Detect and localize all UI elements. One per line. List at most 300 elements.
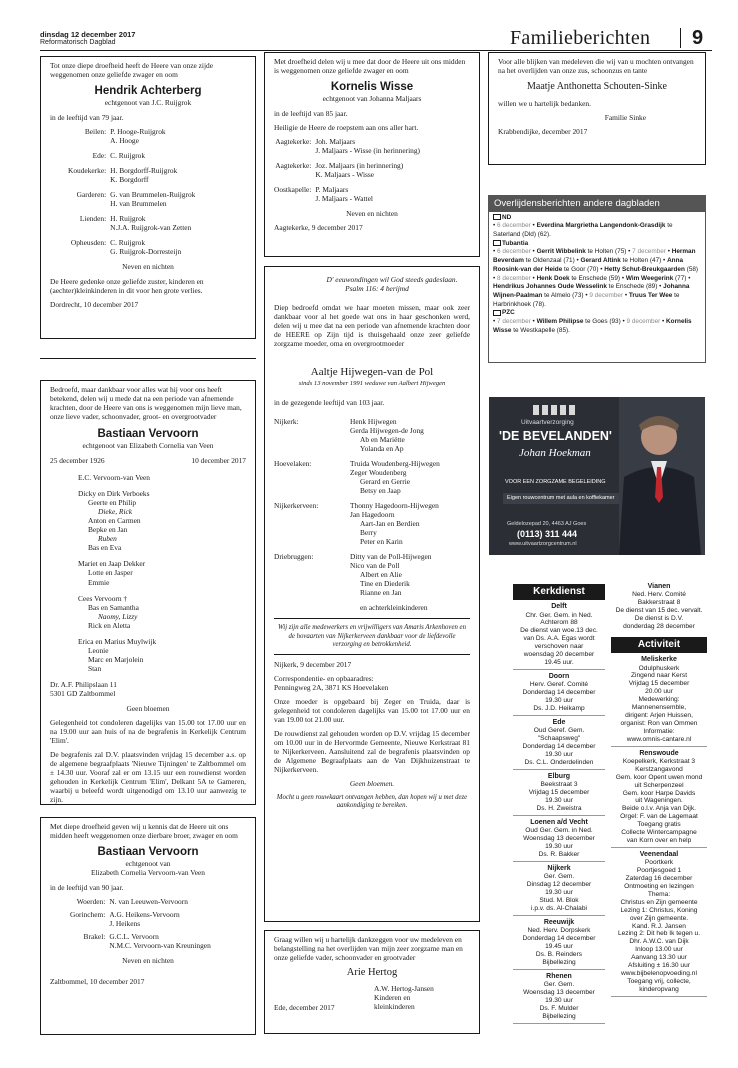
service-line: Oud Geref. Gem. [533,727,585,735]
source-checkbox [493,240,501,246]
spouse-line: echtgenoot van J.C. Ruijgrok [104,98,192,108]
family-member: N.J.A. Ruijgrok-van Zetten [110,223,192,233]
service-entry [513,670,605,716]
activity-line: Ontmoeting en lezingen [624,883,694,891]
bullet: • [576,257,581,265]
entry-date: 7 december [497,318,531,326]
service-place: Ede [552,718,566,726]
ad-small-title: Uitvaartverzorging [521,419,574,426]
service-line: 19.30 uur [545,797,573,805]
service-place: Nijkerk [547,864,571,872]
activity-line: Christus en Zijn gemeente [620,898,698,906]
service-line: Achterom 88 [540,619,578,627]
service-place: Reeuwijk [543,918,575,926]
family-place: Hoevelaken: [274,458,312,468]
family-place: Beilen: [84,127,107,137]
signature-line: A.W. Hertog-Jansen [374,983,434,993]
divider [274,654,470,655]
issue-date: dinsdag 12 december 2017 [40,30,136,39]
church-services-list [513,600,605,1023]
service-text: De rouwdienst zal gehouden worden op D.V. vrijdag 15 december om 10.00 uur in de Hervormde Gemeente, Nieuwe Kerkstraat 81 te Nijkerkerveen. Aansluitend zal de begrafenis plaatsvinden op de Algemene Begraafplaats aan de Van Dijkhuizenstraat te Nijkerkerveen. [274,729,470,775]
panel-title: Overlijdensberichten andere dagbladen [489,196,705,212]
bullet: • [530,248,537,256]
activity-line: uit Wageningen. [635,797,683,805]
service-entry [513,770,605,816]
activity-line: Orgel: F. van de Lagemaat [620,813,698,821]
family-member: Berry [360,528,377,538]
deceased-name: Arie Hertog [346,967,398,979]
spouse-line: echtgenoot van [125,859,171,869]
service-entry [513,600,605,670]
source-entries [493,318,701,335]
entry-date: 8 december [497,274,531,282]
family-member: Leonie [88,645,109,655]
signature-line: Kinderen en [374,992,411,1002]
family-member: H. Ruijgrok [110,214,146,224]
service-entry [513,816,605,862]
entry-detail: (77) [675,274,687,282]
family-member: C. Ruijgrok [110,151,146,161]
family-member: N.M.C. Vervoorn-van Kreuningen [109,941,211,951]
spacer [78,587,246,594]
service-line: 19.30 uur [545,996,573,1004]
place-date: Krabbendijke, december 2017 [498,127,588,137]
service-entry [513,916,605,970]
activities-title: Activiteit [611,637,707,653]
activity-line: Beide o.l.v. Anja van Dijk. [622,805,696,813]
service-place: Rhenen [546,972,572,980]
epigraph: D' eeuwondingen wil God steeds gadeslaan. [326,275,458,284]
family-member: K. Borgdorff [110,175,149,185]
entry-date: 7 december [632,248,666,256]
entry-detail: te Holten (47) [622,257,662,265]
family-place: Koudekerke: [68,166,107,176]
source-entries [493,248,701,309]
service-line: Oud Ger. Gem. in Ned. [525,827,593,835]
ad-address: Geldelozepad 20, 4463 AJ Goes [507,521,587,527]
activity-line: Collecte Wintercampagne [621,829,697,837]
service-line: 19.45 uur. [544,659,574,667]
family-member: H. van Brummelen [110,199,167,209]
entry-detail: te Holten (75) [587,248,627,256]
family-member: Peter en Karin [360,537,403,547]
service-place: Vianen [647,583,671,590]
entry-name: Everdina Margrietha Langendonk-Grasdijk [536,222,666,230]
notice-vervoorn-1 [40,380,256,805]
family-member: Thonny Hagedoorn-Hijwegen [350,500,439,510]
family-place: Aagtekerke: [275,137,312,147]
service-place: Delft [551,603,567,611]
ad-line2: Eigen rouwcentrum met aula en koffiekamer [503,493,619,504]
service-line: Ger. Gem. [543,873,575,881]
thanks-line: willen we u hartelijk bedanken. [498,99,591,109]
family-table [68,127,195,256]
notice-hijwegen [264,266,480,922]
service-entry [513,862,605,916]
family-member: Naomy, Lizzy [98,611,138,621]
bullet: • [530,274,537,282]
activity-line: over Zijn gemeente. [629,914,689,922]
service-line: Woensdag 13 december [523,989,595,997]
activity-line: dirigent: Arjen Huissen, [625,711,693,719]
family-member: Bas en Samantha [88,602,139,612]
church-services-title: Kerkdienst [513,584,605,600]
notice-vervoorn-2 [40,817,256,1035]
source-checkbox [493,310,501,316]
activity-line: Aanvang 13.30 uur [631,954,687,962]
spacer [78,552,246,559]
service-line: Ds. J.D. Heikamp [533,705,585,713]
entry-date: 9 december [589,291,624,299]
family-member: Bas en Eva [88,543,122,553]
activity-line: Odulphuskerk [638,664,680,672]
service-line: 19.30 uur [545,843,573,851]
family-member: G. Ruijgrok-Dorresteijn [110,247,182,257]
family-place: Aagtekerke: [275,161,312,171]
family-member: Stan [88,663,102,673]
service-line: 19.30 uur [545,889,573,897]
service-entry [513,716,605,770]
ad-script-name: Johan Hoekman [519,447,591,459]
family-member: Erica en Marius Muylwijk [78,636,157,646]
service-place: Elburg [547,772,571,780]
section-title: Familieberichten [510,27,651,49]
service-line: Ned. Herv. Comité [632,591,686,599]
family-member: Betsy en Jaap [360,485,401,495]
activity-line: Gem. koor Harpe Davids [622,789,696,797]
entry-date: 6 december [497,248,531,256]
service-line: Ds. F. Mulder [539,1004,579,1012]
service-line: 19.30 uur [545,697,573,705]
notice-intro: Bedroefd, maar dankbaar voor alles wat hij voor ons heeft betekend, delen wij u mede dat na een periode van afnemende krachten, door de Heere van ons is weggenomen mijn lieve man, onze lieve vader, schoonvader, groot- en overgrootvader [50,385,242,422]
family-member: J. Maljaars - Wattel [315,194,373,204]
service-line: Woensdag 13 december [523,835,595,843]
service-line: Ds. H. Zweistra [536,804,582,812]
family-member: J. Heikens [109,919,141,929]
condolence-text: Gelegenheid tot condoleren dagelijks van 15.00 tot 17.00 uur en na 19.00 uur aan huis of na de begrafenis in Kerkelijk Centrum 'Elim'. [50,717,246,745]
entry-detail: te Saterland (Dld) (62). [493,222,673,238]
entry-name: Gerard Altink [580,257,621,265]
service-line: 19.30 uur [545,751,573,759]
family-place: Opheusden: [70,238,107,248]
entry-detail: te Enschede (89) [608,283,658,291]
entry-detail: (58) [686,265,699,273]
activity-place: Renswoude [639,749,679,757]
bullet: • [621,274,626,282]
family-member: H. Borgdorff-Ruijgrok [110,166,178,176]
family-member: Ditty van de Poll-Hijwegen [350,552,432,562]
service-entry-vianen [611,583,707,631]
quote-line: Heiligie de Heere de roepstem aan ons aller hart. [274,123,419,133]
family-member: Gerard en Gerrie [360,476,411,486]
bullet: • [493,318,498,326]
source-checkbox [493,214,501,220]
family-place: Oostkapelle: [274,185,312,195]
deceased-name: Aaltje Hijwegen-van de Pol [310,366,434,379]
death-date: 10 december 2017 [191,456,246,466]
activity-line: Medewerking: [638,696,680,704]
spouse-line: echtgenoot van Elizabeth Cornelia van Veen [82,441,214,451]
activity-line: Vrijdag 15 december [628,680,690,688]
birth-date: 25 december 1926 [50,456,105,466]
age-line: in de leeftijd van 85 jaar. [274,109,348,119]
notice-hertog [264,930,480,1034]
bullet: • [623,291,629,299]
activity-line: Zingend naar Kerst [630,672,688,680]
service-place: Doorn [548,672,570,680]
service-line: Bijbellezing [542,1012,576,1020]
service-line: 19.45 uur [545,943,573,951]
entry-detail: te Harbrinkhoek (78). [493,291,680,308]
activity-line: uit Scherpenzeel [634,781,684,789]
bullet: • [663,257,668,265]
notice-intro: Diep bedroefd omdat we haar moeten missen, maar ook zeer dankbaar voor al het goede wat ons in haar geschonken werd, delen wij u mee dat na een periode van afnemende krachten door de HEERE op Zijn tijd is thuisgehaald onze zeer geliefde zorgzame moeder, oma en overgrootmoeder [274,303,470,349]
activity-line: www.bijbelenopvoeding.nl [621,970,697,977]
family-place: Driebruggen: [274,552,314,562]
family-member: Lotte en Jasper [88,568,133,578]
family-member: P. Hooge-Ruijgrok [110,127,166,137]
activity-line: kinderopvang [639,985,679,993]
spacer [78,630,246,637]
bullet: • [530,222,537,230]
signature-line: kleinkinderen [374,1001,415,1011]
activity-line: Afsluiting ± 16.30 uur [628,962,690,970]
closing-text: Mocht u geen rouwkaart ontvangen hebben, dan hopen wij u met deze aankondiging te bereiken. [276,793,468,809]
ad-phone: (0113) 311 444 [517,529,578,539]
column-rule [40,358,256,359]
activity-entry [611,653,707,746]
family-member: Mariet en Jaap Dekker [78,559,146,569]
service-line: De dienst van woe.13 dec. [520,627,598,635]
entry-name: Kornelis Wisse [493,318,692,334]
family-member: E.C. Vervoorn-van Veen [78,473,150,483]
service-line: donderdag 28 december [623,623,695,631]
funeral-advertisement [489,397,705,555]
activity-entry [611,848,707,997]
family-member: Gerda Hijwegen-de Jong [350,425,424,435]
family-member: Cees Vervoorn † [78,593,128,603]
notice-intro: Voor alle blijken van medeleven die wij van u mochten ontvangen na het overlijden van onze zus, schoonzus en tante [498,57,694,76]
bullet: • [659,283,664,291]
source-entries [493,222,701,239]
family-place: Gorinchem: [70,910,106,920]
family-member: Albert en Alie [360,570,402,580]
family-place: Garderen: [76,190,107,200]
entry-date: 6 december [497,222,531,230]
death-notices-panel [488,195,706,363]
activity-line: Poortkerk [644,859,674,867]
activity-line: organist: Ron van Ommen [620,719,698,727]
entry-detail: te Goes (93) [585,318,621,326]
bullet: • [493,222,498,230]
entry-name: Henk Doek [536,274,570,282]
entry-name: Willem Philipse [536,318,584,326]
bullet: • [622,318,627,326]
service-line: De dienst van 15 dec. vervalt. [615,607,703,615]
bullet: • [493,248,498,256]
family-member: Nico van de Poll [350,561,400,571]
service-line: Vrijdag 15 december [528,789,590,797]
service-line: i.p.v. ds. Al-Chalabi [531,904,587,912]
activity-line: Mannenensemble, [631,704,687,712]
service-line: woensdag 20 december [523,651,595,659]
activity-line: www.omnis-cantare.nl [626,735,692,743]
nephews-line: Neven en nichten [122,956,174,966]
place-date: Nijkerk, 9 december 2017 [274,660,352,670]
ad-url: www.uitvaartzorgcentrum.nl [509,541,577,547]
bullet: • [600,265,605,273]
epigraph-ref: Psalm 116: 4 berijmd [345,284,409,294]
entry-detail: te Goor (70) [564,265,599,273]
source-label [493,309,701,318]
deceased-name: Kornelis Wisse [330,81,414,94]
entry-name: Anna Roosink-van der Heide [493,257,684,273]
activity-line: Poortjesgoed 1 [636,867,682,875]
newspaper-name: Reformatorisch Dagblad [40,39,116,46]
activity-line: Inloop 13.00 uur [635,946,683,954]
service-place: Loenen a/d Vecht [530,818,588,826]
service-line: Ger. Gem. [543,981,575,989]
activity-line: Dhr. A.W.C. van Dijk [629,938,689,946]
family-member: Aart-Jan en Berdien [360,519,420,528]
notice-intro: Met droefheid delen wij u mee dat door de Heere uit ons midden is weggenomen onze geliefde zwager en oom [274,57,466,76]
activity-line: Kand. R.J. Jansen [632,922,686,930]
entry-name: Wim Weegerink [625,274,674,282]
honoree-name: Maatje Anthonetta Schouten-Sinke [527,81,667,93]
service-line: Donderdag 14 december [522,689,596,697]
family-member: J. Maljaars - Wisse (in herinnering) [315,146,421,156]
source-name: ND [502,213,512,221]
service-line: Bijbellezing [542,958,576,966]
family-member: Emmie [88,577,110,587]
viewing-text: Onze moeder is opgebaard bij Zeger en Truida, daar is gelegenheid tot condoleren dagelijks van 15.00 tot 17.00 uur en van 19.00 tot 21.00 uur. [274,697,470,725]
funeral-text: De begrafenis zal D.V. plaatsvinden vrijdag 15 december a.s. op de algemene begraafplaats 'Nieuwe Tijningen' te Zaltbommel om ± 14.30 uur. Vooraf zal er om 13.15 uur een rouwdienst worden gehouden in Kerkelijk Centrum 'Elim', Delkant 5A te Gameren, waarbij u beleefd wordt uitgenodigd om 13.10 uur aanwezig te zijn. [50,749,246,805]
correspondence-address: Penningweg 2A, 3871 KS Hoevelaken [274,683,389,693]
family-member: Dicky en Dirk Verboeks [78,489,150,499]
family-member: Ab en Mariëtte [360,434,405,444]
spouse-line: echtgenoot van Johanna Maljaars [322,94,422,104]
life-dates [50,456,246,465]
no-flowers: Geen bloemen [126,703,170,713]
entry-detail: te Almelo (73) [544,291,584,299]
family-table [274,417,440,598]
activity-place: Veenendaal [639,850,679,858]
place-date: Zaltbommel, 10 december 2017 [50,977,145,987]
notice-wisse [264,52,480,257]
age-line: in de leeftijd van 79 jaar. [50,113,124,123]
activity-line: Lezing 1: Christus, Koning [620,906,698,914]
source-label [493,214,701,223]
family-member: G.C.L. Vervoorn [109,932,159,942]
family-list [50,473,246,673]
divider [274,618,470,619]
address-block [50,680,246,698]
service-line: "Schaapsweg" [537,735,581,743]
family-table [70,897,211,950]
bullet: • [665,248,672,256]
family-member: Ruben [98,534,117,544]
family-signature: Familie Sinke [604,113,646,123]
family-member: G. van Brummelen-Ruijgrok [110,190,196,200]
service-line: Ds. C.L. Onderdelinden [524,758,594,766]
activity-line: Thema: [647,890,671,898]
service-line: Dinsdag 12 december [526,881,592,889]
activity-line: Toegang vrij, collecte, [627,977,691,985]
bullet: • [493,274,498,282]
ad-line1: VOOR EEN ZORGZAME BEGELEIDING [505,479,606,485]
family-member: N. van Leeuwen-Vervoorn [109,897,188,907]
entry-name: Herman Beverdam [493,248,696,265]
family-member: Truida Woudenberg-Hijwegen [350,458,440,468]
activity-line: Zaterdag 16 december [625,875,693,883]
service-line: Beekstraat 3 [540,781,578,789]
service-line: Donderdag 14 december [522,935,596,943]
family-member: P. Maljaars [315,185,349,195]
bullet: • [688,274,691,282]
nephews-line: Neven en nichten [346,209,398,219]
activity-line: Toegang gratis [637,821,681,829]
entry-date: 9 december [626,318,661,326]
family-member: Geerte en Philip [88,498,137,508]
family-place: Lienden: [79,214,107,224]
age-line: in de gezegende leeftijd van 103 jaar. [274,397,385,407]
activity-place: Meliskerke [641,656,677,664]
entry-detail: te Oldenzaal (71) [525,257,575,265]
service-line: Donderdag 14 december [522,743,596,751]
entry-detail: te Enschede (59) [571,274,621,282]
service-line: van Ds. A.A. Egas wordt [523,635,595,643]
activity-line: Informatie: [643,727,675,735]
header-rule [40,50,712,51]
family-place: Ede: [92,151,107,161]
source-name: PZC [502,309,515,317]
family-member: K. Maljaars - Wisse [315,170,375,180]
source-name: Tubantia [502,239,529,247]
notice-intro: Tot onze diepe droefheid heeft de Heere van onze zijde weggenomen onze geliefde zwager en oom [50,61,214,80]
deceased-name: Bastiaan Vervoorn [97,846,199,859]
correspondence-label: Correspondentie- en opbaaradres: [274,674,374,684]
bullet: • [628,248,633,256]
family-member: Bepke en Jan [88,525,128,535]
service-line: Ned. Herv. Dorpskerk [527,927,591,935]
notice-achterberg [40,56,256,339]
family-member: Anton en Carmen [88,516,141,526]
family-member: Tine en Diederik [360,579,410,589]
service-line: Bakkerstraat 8 [637,599,681,607]
bullet: • [660,318,667,326]
notice-intro: Met diepe droefheid geven wij u kennis dat de Heere uit ons midden heeft weggenomen onze dierbare broer, zwager en oom [50,822,238,841]
no-flowers: Geen bloemen. [349,779,395,789]
family-member: Dieke, Rick [98,507,133,517]
deceased-name: Bastiaan Vervoorn [97,428,199,441]
widow-line: sinds 13 november 1991 weduwe van Aalbert Hijwegen [298,379,446,387]
death-notices-list [489,212,705,336]
notice-sinke [488,52,706,165]
activity-line: Lezing 2: Dit heb Ik tegen u. [617,930,701,938]
spacer [78,482,246,489]
activity-line: Gem. koor Opent uwen mond [615,773,703,781]
ad-title: 'DE BEVELANDEN' [499,429,612,443]
family-member: Rianne en Jan [360,588,402,598]
age-line: in de leeftijd van 90 jaar. [50,883,124,893]
family-member: A. Hooge [110,136,139,146]
bullet: • [585,291,590,299]
address-line: 5301 GD Zaltbommel [50,688,116,698]
entry-detail: te Westkapelle (85). [513,326,570,334]
entry-name: Johanna Wijnen-Paalman [493,283,690,299]
service-line: Ds. R. Bakker [538,850,580,858]
address-line: Dr. A.F. Philipslaan 11 [50,679,117,689]
